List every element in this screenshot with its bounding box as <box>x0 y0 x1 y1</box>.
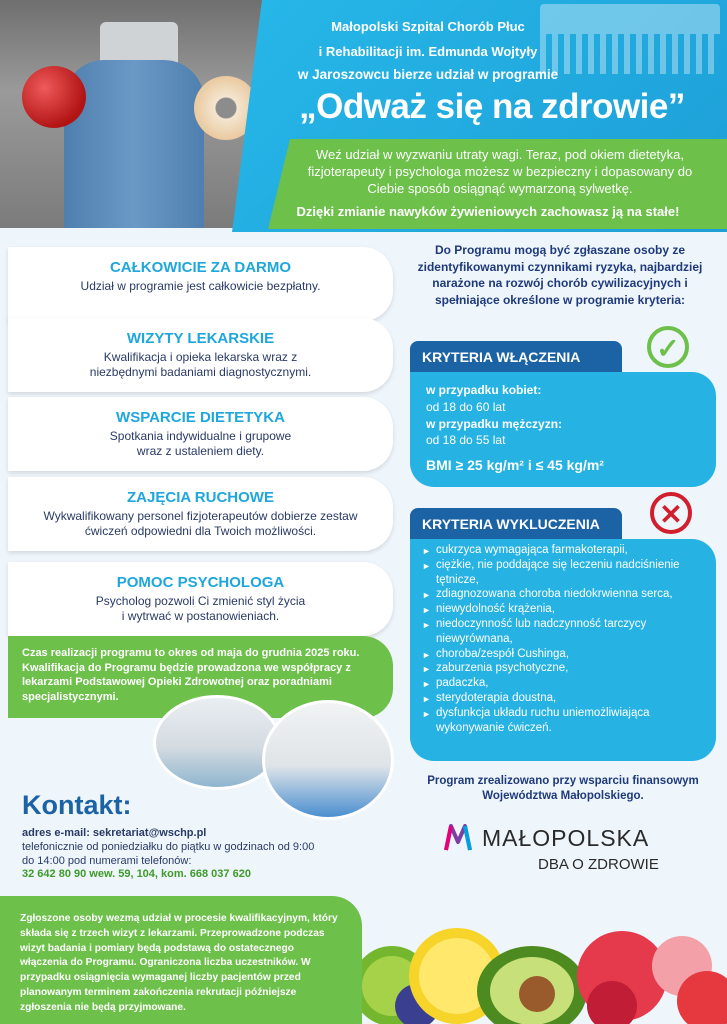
benefit-title: ZAJĘCIA RUCHOWE <box>127 489 274 506</box>
benefit-text: Kwalifikacja i opieka lekarska wraz z niezbędnymi badaniami diagnostycznymi. <box>89 350 312 379</box>
benefit-title: POMOC PSYCHOLOGA <box>116 574 285 591</box>
exclusion-item: ► dysfunkcja układu ruchu uniemożliwiająca wykonywanie ćwiczeń. <box>422 706 704 736</box>
hero-photo <box>0 0 262 228</box>
exclusion-item: ► niedoczynność lub nadczynność tarczycy niewyrównana, <box>422 617 704 647</box>
benefit-card-psychologist <box>8 562 393 636</box>
men-label: w przypadku mężczyzn: <box>426 416 563 431</box>
exclusion-title: KRYTERIA WYKLUCZENIA <box>410 508 622 540</box>
benefit-title: WSPARCIE DIETETYKA <box>116 409 285 426</box>
phone-intro: telefonicznie od poniedziałku do piątku w godzinach od 9:00 do 14:00 pod numerami telefonów: <box>22 840 315 867</box>
header-intro: Weź udział w wyzwaniu utraty wagi. Teraz, pod okiem dietetyka, fizjoterapeuty i psychologa możesz w bezpieczny i dopasowany do Ciebie sposób osiągnąć wymarzoną sylwetkę. <box>307 147 693 196</box>
benefit-text: Wykwalifikowany personel fizjoterapeutów dobierze zestaw ćwiczeń odpowiedni dla Twoich możliwości. <box>43 509 358 538</box>
benefit-card-dietitian <box>8 397 393 471</box>
header-intro-bold: Dzięki zmianie nawyków żywieniowych zachowasz ją na stałe! <box>296 204 680 219</box>
funding-note: Program zrealizowano przy wsparciu finansowym Województwa Małopolskiego. <box>427 775 699 802</box>
exclusion-item: ► zdiagnozowana choroba niedokrwienna serca, <box>422 587 704 602</box>
contact-heading: Kontakt: <box>22 790 132 820</box>
benefit-card-exercise <box>8 477 393 551</box>
inclusion-title: KRYTERIA WŁĄCZENIA <box>410 341 622 373</box>
program-headline: „Odważ się na zdrowie” <box>299 87 685 126</box>
phone-numbers[interactable]: 32 642 80 90 wew. 59, 104, kom. 668 037 620 <box>22 868 251 881</box>
benefit-card-free <box>8 247 393 321</box>
header-line-3: w Jaroszowcu bierze udział w programie <box>297 67 559 82</box>
contact-block <box>22 827 322 882</box>
eligibility-intro: Do Programu mogą być zgłaszane osoby ze zidentyfikowanymi czynnikami ryzyka, najbardziej narażone na rozwój chorób cywilizacyjnych i spełniające określone w programie kryteria: <box>417 243 703 307</box>
exclusion-list <box>422 543 704 735</box>
men-range: od 18 do 55 lat <box>426 433 506 448</box>
logo-tagline: DBA O ZDROWIE <box>538 856 659 873</box>
exclusion-panel <box>410 539 716 761</box>
footer-box <box>0 896 362 1024</box>
email-line[interactable]: adres e-mail: sekretariat@wschp.pl <box>22 827 207 839</box>
benefit-text: Udział w programie jest całkowicie bezpłatny. <box>80 279 321 293</box>
exclusion-item: ► cukrzyca wymagająca farmakoterapii, <box>422 543 704 558</box>
logo-name: MAŁOPOLSKA <box>482 825 650 851</box>
schedule-text: Czas realizacji programu to okres od maja do grudnia 2025 roku. Kwalifikacja do Programu będzie prowadzona we współpracy z lekarzami Podstawowej Opieki Zdrowotnej oraz poradniami specjalistycznymi. <box>22 647 360 703</box>
bmi-criterion: BMI ≥ 25 kg/m² i ≤ 45 kg/m² <box>426 457 604 474</box>
exclusion-item: ► niewydolność krążenia, <box>422 602 704 617</box>
close-icon: ✕ <box>650 492 692 534</box>
exclusion-item: ► padaczka, <box>422 676 704 691</box>
women-label: w przypadku kobiet: <box>426 383 542 397</box>
check-icon: ✓ <box>647 326 689 368</box>
gym-photo-1 <box>153 695 281 790</box>
legs-image <box>64 60 204 228</box>
benefit-title: CAŁKOWICIE ZA DARMO <box>109 259 292 276</box>
exclusion-item: ► zaburzenia psychotyczne, <box>422 661 704 676</box>
benefit-card-doctor <box>8 318 393 392</box>
malopolska-logo-icon <box>443 822 473 852</box>
gym-photo-2 <box>262 700 394 820</box>
header-line-2: i Rehabilitacji im. Edmunda Wojtyły <box>318 44 538 59</box>
footer-text: Zgłoszone osoby wezmą udział w procesie kwalifikacyjnym, który składa się z trzech wizyt z lekarzami. Przeprowadzone podczas wizyt badania i pomiary będą podstawą do ostatecznego włączenia do Programu. Ograniczona liczba uczestników. W przypadku osiągnięcia wymaganej liczby pacjentów przed planowanym terminem zakończenia rekrutacji późniejsze zgłoszenia nie będą przyjmowane. <box>20 913 338 1013</box>
exclusion-item: ► ciężkie, nie poddające się leczeniu nadciśnienie tętnicze, <box>422 558 704 588</box>
header-line-1: Małopolski Szpital Chorób Płuc <box>331 19 525 34</box>
apple-image <box>22 66 86 128</box>
benefit-title: WIZYTY LEKARSKIE <box>126 330 275 347</box>
women-range: od 18 do 60 lat <box>426 399 506 414</box>
benefit-text: Psycholog pozwoli Ci zmienić styl życia i wytrwać w postanowieniach. <box>95 594 306 623</box>
fruit-illustration <box>362 896 727 1024</box>
exclusion-item: ► choroba/zespół Cushinga, <box>422 647 704 662</box>
exclusion-item: ► sterydoterapia doustna, <box>422 691 704 706</box>
benefit-text: Spotkania indywidualne i grupowe wraz z ustaleniem diety. <box>109 429 292 458</box>
inclusion-panel <box>410 372 716 487</box>
hospital-building-image <box>540 4 720 74</box>
